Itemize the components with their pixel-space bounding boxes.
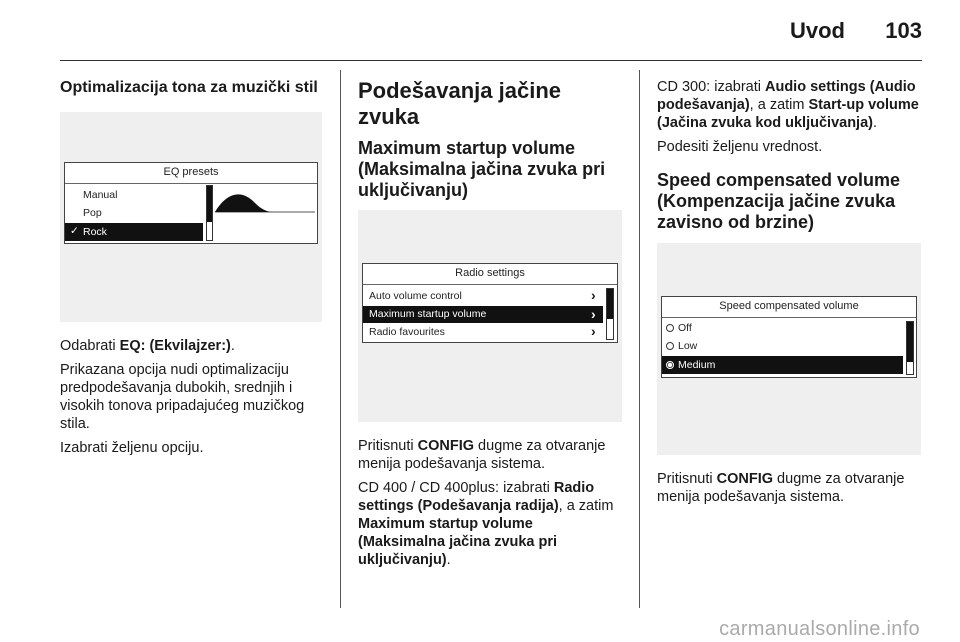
radio-empty-icon <box>666 324 674 332</box>
header-rule <box>60 60 922 61</box>
check-icon: ✓ <box>70 225 79 237</box>
radio-selected-icon <box>666 361 674 369</box>
paragraph: CD 300: izabrati Audio settings (Audio podešavanja), a zatim Start-up volume (Jačina zvuka kod uključivanja). <box>657 79 919 131</box>
column-divider <box>340 70 341 608</box>
radio-settings-screen <box>362 263 618 343</box>
radio-option-selected <box>662 356 903 374</box>
eq-curve-graphic <box>215 185 315 225</box>
chevron-right-icon: › <box>591 323 596 339</box>
radio-empty-icon <box>666 342 674 350</box>
screen-title: Speed compensated volume <box>719 300 859 312</box>
screen-title: EQ presets <box>163 166 219 178</box>
paragraph: Podesiti željenu vrednost. <box>657 139 823 155</box>
startup-volume-bold: Start-up volume (Jačina zvuka kod uključivanja) <box>657 97 919 131</box>
list-item-selected <box>363 306 603 323</box>
column-3 <box>657 78 921 506</box>
audio-settings-bold: Audio settings (Audio podešavanja) <box>657 79 916 113</box>
paragraph: Odabrati EQ: (Ekvilajzer:). <box>60 338 235 354</box>
list-item: Radio favourites <box>369 326 445 338</box>
scrollbar <box>606 288 614 340</box>
paragraph: Pritisnuti CONFIG dugme za otvaranje menija podešavanja sistema. <box>657 471 905 505</box>
chevron-right-icon: › <box>591 287 596 303</box>
scrollbar <box>906 321 914 375</box>
eq-bold: EQ: (Ekvilajzer:) <box>119 338 231 354</box>
eq-presets-screenshot <box>60 112 322 322</box>
radio-option <box>666 322 692 334</box>
screen-title: Radio settings <box>455 267 525 279</box>
list-item: Pop <box>83 207 102 219</box>
list-item: Auto volume control <box>369 290 462 302</box>
radio-option-label: Off <box>678 322 692 334</box>
radio-option <box>666 340 697 352</box>
paragraph: CD 400 / CD 400plus: izabrati Radio settings (Podešavanja radija), a zatim Maximum startup volume (Maksimalna jačina zvuka pri uključivanju). <box>358 480 614 568</box>
heading-volume-settings: Podešavanja jačine zvuka <box>358 78 561 129</box>
watermark: carmanualsonline.info <box>719 618 920 640</box>
list-item-label: Maximum startup volume <box>369 308 487 320</box>
heading-speed-compensated: Speed compensated volume (Kompenzacija jačine zvuka zavisno od brzine) <box>657 170 901 232</box>
list-item: Manual <box>83 189 118 201</box>
title-rule <box>65 183 317 184</box>
paragraph: Prikazana opcija nudi optimalizaciju predpodešavanja dubokih, srednjih i visokih tonova pripadajućeg muzičkog stila. <box>60 362 305 432</box>
title-rule <box>363 284 617 285</box>
list-item-selected <box>65 223 203 241</box>
title-rule <box>662 317 916 318</box>
radio-option-label: Low <box>678 340 698 352</box>
config-bold: CONFIG <box>417 438 475 454</box>
scrollbar-thumb <box>607 289 613 319</box>
config-bold: CONFIG <box>716 471 774 487</box>
page-header <box>0 0 960 60</box>
section-title: Uvod <box>790 18 845 43</box>
radio-settings-bold: Radio settings (Podešavanja radija) <box>358 480 595 514</box>
column-2 <box>358 78 622 569</box>
footer <box>0 618 960 641</box>
paragraph: Pritisnuti CONFIG dugme za otvaranje menija podešavanja sistema. <box>358 438 606 472</box>
scrollbar <box>206 185 213 241</box>
paragraph: Izabrati željenu opciju. <box>60 440 204 456</box>
heading-max-startup: Maximum startup volume (Maksimalna jačina zvuka pri uključivanju) <box>358 138 606 200</box>
column-divider <box>639 70 640 608</box>
speed-volume-screen <box>661 296 917 378</box>
column-1 <box>60 78 322 457</box>
chevron-right-icon: › <box>591 306 596 322</box>
page-number: 103 <box>885 18 922 43</box>
list-item-label: Rock <box>83 226 107 238</box>
max-startup-bold: Maximum startup volume (Maksimalna jačina zvuka pri uključivanju) <box>358 516 558 568</box>
scrollbar-thumb <box>907 322 913 362</box>
eq-presets-screen <box>64 162 318 244</box>
radio-settings-screenshot <box>358 210 622 422</box>
scrollbar-thumb <box>207 186 212 222</box>
heading-eq: Optimalizacija tona za muzički stil <box>60 79 318 96</box>
radio-option-label: Medium <box>678 359 716 371</box>
speed-volume-screenshot <box>657 243 921 455</box>
